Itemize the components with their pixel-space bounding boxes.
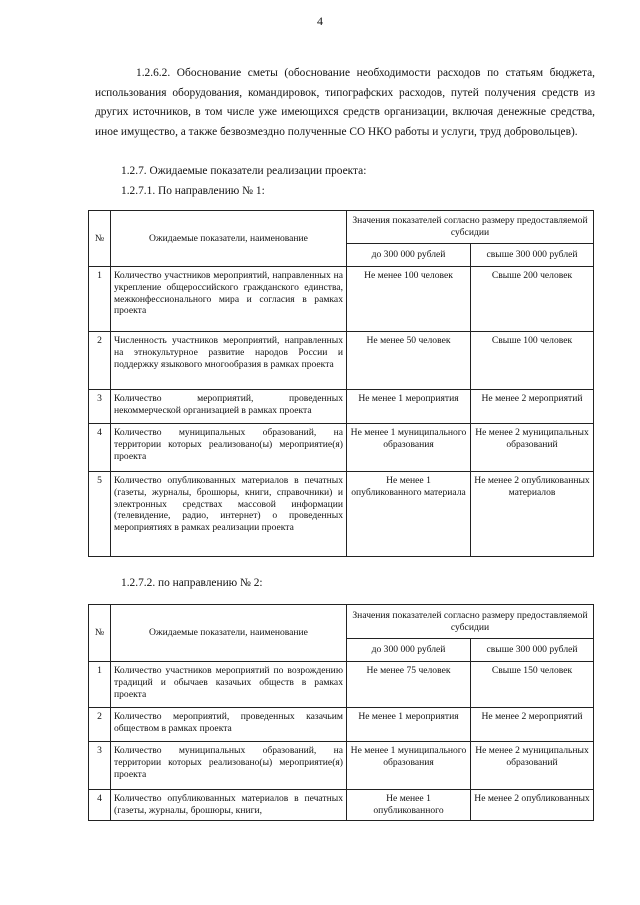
indicator-name: Количество муниципальных образований, на территории которых реализовано(ы) мероприятие(я) проекта (111, 742, 347, 790)
header-up-to-300k: до 300 000 рублей (347, 244, 471, 267)
indicator-name: Количество участников мероприятий, направленных на укрепление общероссийского гражданского единства, межконфессионального мира и согласия в рамках проекта (111, 267, 347, 332)
indicator-name: Количество опубликованных материалов в печатных (газеты, журналы, брошюры, книги, справочники) и электронных средствах массовой информации (телевидение, радио, интернет) о проведенных мероприятиях в рамках реализации проекта (111, 472, 347, 557)
table-row (89, 472, 594, 557)
header-number: № (89, 211, 111, 267)
row-number: 2 (89, 332, 111, 390)
paragraph-text: 1.2.6.2. Обоснование сметы (обоснование необходимости расходов по статьям бюджета, использования оборудования, командировок, типографских расходов, путей получения средств из других источников, в том числе уже имеющихся средств организации, включая денежные средства, иное имущество, а также безвозмездно полученные СО НКО работы и услуги, труд добровольцев). (95, 67, 595, 138)
indicator-name: Численность участников мероприятий, направленных на этнокультурное развитие народов России и поддержку языкового многообразия в рамках проекта (111, 332, 347, 390)
table-row (89, 708, 594, 742)
header-over-300k: свыше 300 000 рублей (471, 244, 594, 267)
value-over-300k: Не менее 2 муниципальных образований (471, 424, 594, 472)
row-number: 5 (89, 472, 111, 557)
header-values-group: Значения показателей согласно размеру предоставляемой субсидии (347, 605, 594, 639)
indicator-name: Количество мероприятий, проведенных казачьим обществом в рамках проекта (111, 708, 347, 742)
indicator-name: Количество муниципальных образований, на территории которых реализовано(ы) мероприятие(я) проекта (111, 424, 347, 472)
table-row (89, 790, 594, 821)
table-row (89, 332, 594, 390)
row-number: 1 (89, 267, 111, 332)
section-heading-1-2-7-1: 1.2.7.1. По направлению № 1: (121, 185, 265, 197)
row-number: 2 (89, 708, 111, 742)
header-values-group: Значения показателей согласно размеру предоставляемой субсидии (347, 211, 594, 244)
value-over-300k: Свыше 150 человек (471, 662, 594, 708)
row-number: 3 (89, 742, 111, 790)
value-over-300k: Не менее 2 мероприятий (471, 708, 594, 742)
value-over-300k: Не менее 2 опубликованных (471, 790, 594, 821)
value-up-to-300k: Не менее 1 муниципального образования (347, 424, 471, 472)
row-number: 3 (89, 390, 111, 424)
value-over-300k: Свыше 200 человек (471, 267, 594, 332)
section-heading-1-2-7: 1.2.7. Ожидаемые показатели реализации проекта: (121, 165, 367, 177)
value-up-to-300k: Не менее 75 человек (347, 662, 471, 708)
section-heading-1-2-7-2: 1.2.7.2. по направлению № 2: (121, 577, 263, 589)
table-row (89, 267, 594, 332)
header-number: № (89, 605, 111, 662)
header-indicator-name: Ожидаемые показатели, наименование (111, 605, 347, 662)
table-row (89, 390, 594, 424)
row-number: 1 (89, 662, 111, 708)
value-up-to-300k: Не менее 1 мероприятия (347, 708, 471, 742)
indicator-name: Количество опубликованных материалов в печатных (газеты, журналы, брошюры, книги, (111, 790, 347, 821)
indicators-table-direction-1 (88, 210, 594, 557)
table-row (89, 742, 594, 790)
value-over-300k: Не менее 2 опубликованных материалов (471, 472, 594, 557)
value-over-300k: Не менее 2 муниципальных образований (471, 742, 594, 790)
table-row (89, 424, 594, 472)
table-row (89, 662, 594, 708)
header-indicator-name: Ожидаемые показатели, наименование (111, 211, 347, 267)
row-number: 4 (89, 424, 111, 472)
value-up-to-300k: Не менее 50 человек (347, 332, 471, 390)
row-number: 4 (89, 790, 111, 821)
header-over-300k: свыше 300 000 рублей (471, 639, 594, 662)
indicator-name: Количество участников мероприятий по возрождению традиций и обычаев казачьих обществ в рамках проекта (111, 662, 347, 708)
value-up-to-300k: Не менее 1 муниципального образования (347, 742, 471, 790)
page-number: 4 (317, 14, 323, 28)
indicators-table-direction-2 (88, 604, 594, 821)
paragraph-estimate-justification (95, 64, 595, 142)
value-up-to-300k: Не менее 1 опубликованного материала (347, 472, 471, 557)
value-up-to-300k: Не менее 1 опубликованного (347, 790, 471, 821)
value-up-to-300k: Не менее 100 человек (347, 267, 471, 332)
indicator-name: Количество мероприятий, проведенных некоммерческой организацией в рамках проекта (111, 390, 347, 424)
value-over-300k: Не менее 2 мероприятий (471, 390, 594, 424)
value-up-to-300k: Не менее 1 мероприятия (347, 390, 471, 424)
value-over-300k: Свыше 100 человек (471, 332, 594, 390)
header-up-to-300k: до 300 000 рублей (347, 639, 471, 662)
